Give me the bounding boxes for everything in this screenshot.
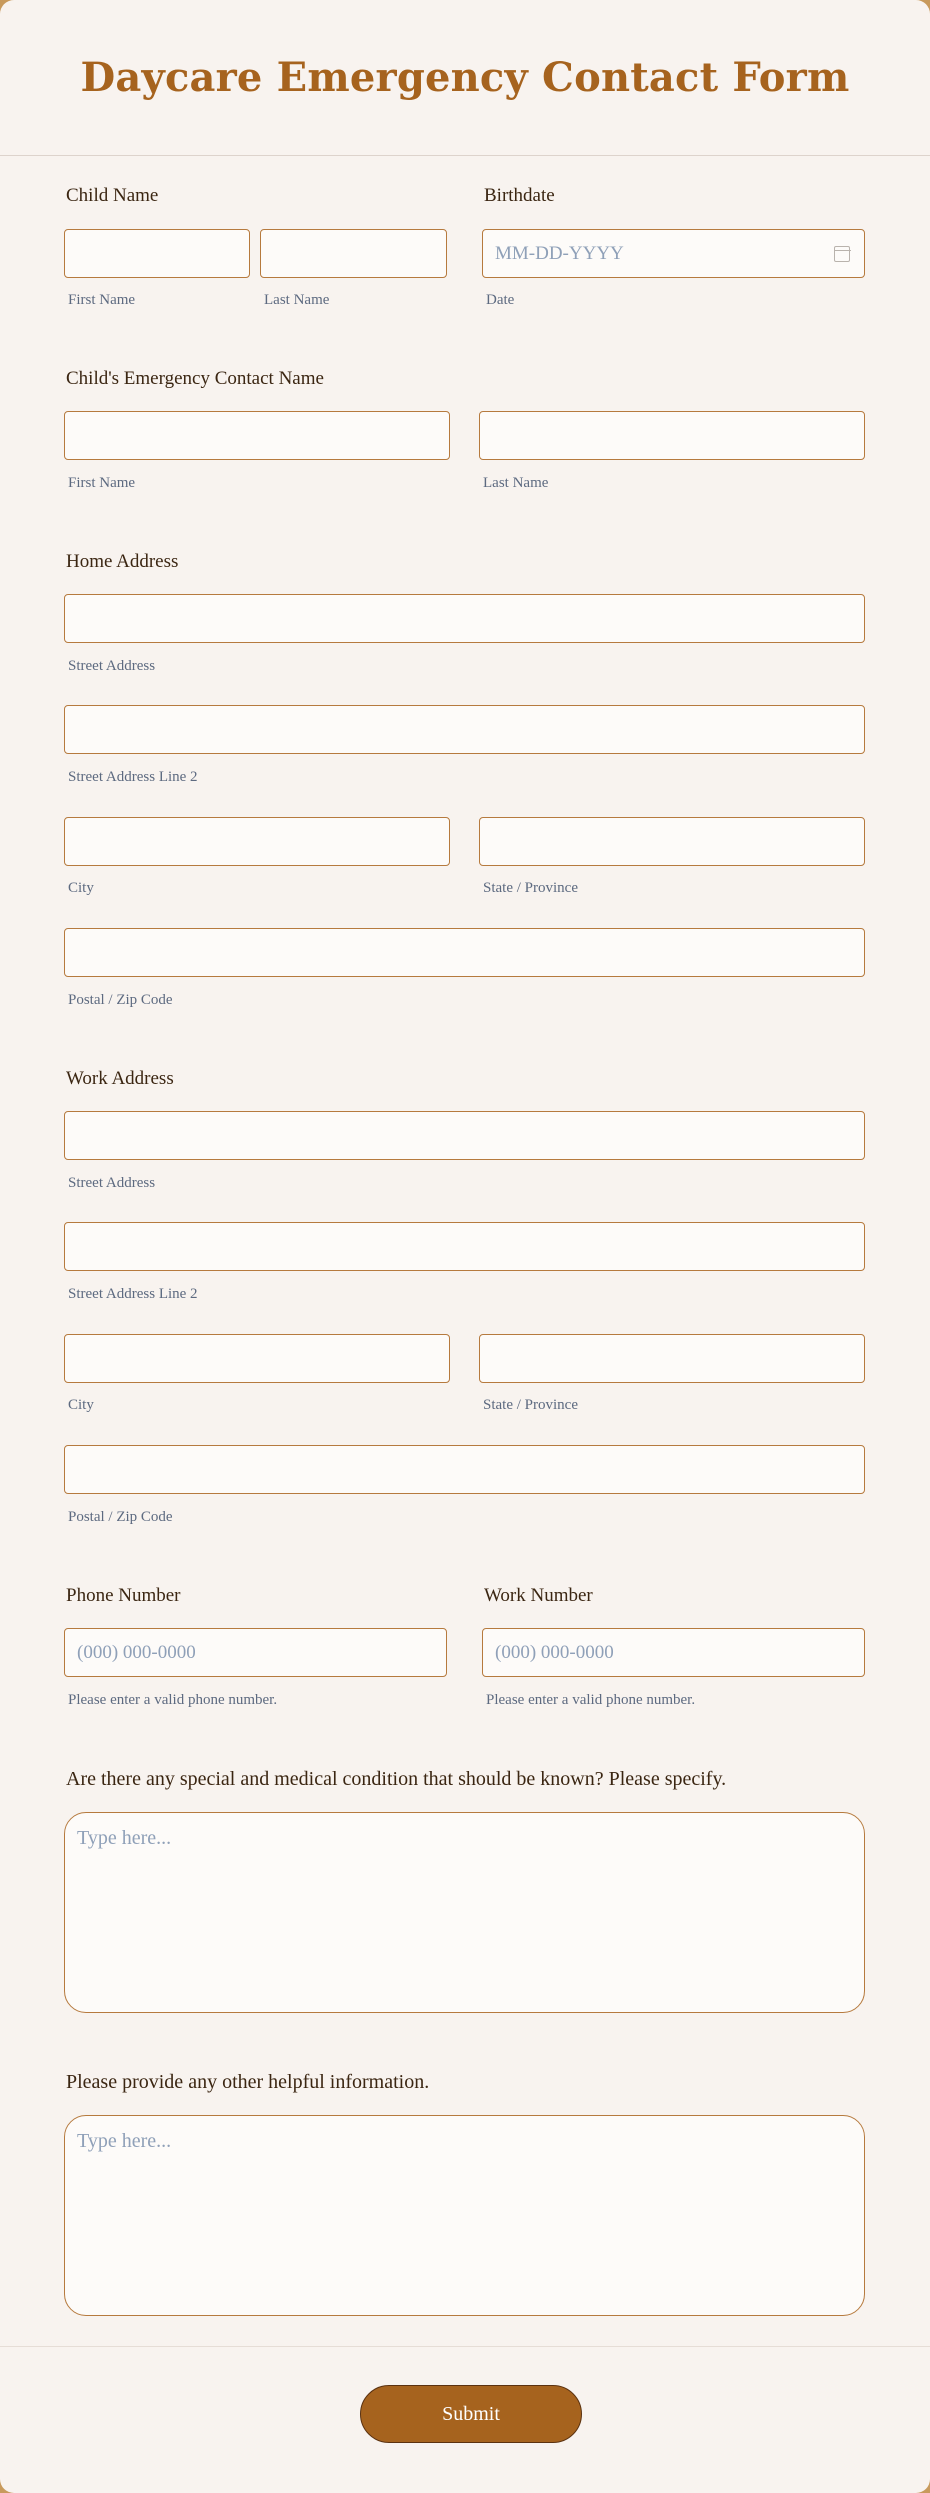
calendar-icon[interactable]: [834, 246, 850, 262]
home-city-input[interactable]: [64, 817, 450, 866]
emergency-first-name-sublabel: First Name: [68, 475, 136, 491]
work-state-input[interactable]: [479, 1334, 865, 1383]
work-number-input[interactable]: [482, 1628, 865, 1677]
work-address-label: Work Address: [66, 1068, 174, 1089]
medical-condition-textarea[interactable]: [64, 1812, 865, 2013]
phone-number-sublabel: Please enter a valid phone number.: [68, 1692, 278, 1708]
form-title: Daycare Emergency Contact Form: [80, 54, 850, 101]
home-street2-sublabel: Street Address Line 2: [68, 769, 198, 785]
work-state-sublabel: State / Province: [483, 1397, 578, 1413]
work-street-input[interactable]: [64, 1111, 865, 1160]
phone-number-label: Phone Number: [66, 1585, 181, 1606]
home-zip-sublabel: Postal / Zip Code: [68, 992, 173, 1008]
emergency-last-name-sublabel: Last Name: [483, 475, 549, 491]
medical-condition-label: Are there any special and medical condition that should be known? Please specify.: [66, 1768, 727, 1790]
work-zip-sublabel: Postal / Zip Code: [68, 1509, 173, 1525]
work-number-label: Work Number: [484, 1585, 593, 1606]
work-zip-input[interactable]: [64, 1445, 865, 1494]
child-name-label: Child Name: [66, 185, 159, 206]
child-first-name-input[interactable]: [64, 229, 250, 278]
home-state-input[interactable]: [479, 817, 865, 866]
home-street2-input[interactable]: [64, 705, 865, 754]
home-address-label: Home Address: [66, 551, 179, 572]
birthdate-sublabel: Date: [486, 292, 515, 308]
form-header: [0, 0, 930, 156]
work-number-sublabel: Please enter a valid phone number.: [486, 1692, 696, 1708]
emergency-contact-label: Child's Emergency Contact Name: [66, 368, 324, 389]
birthdate-label: Birthdate: [484, 185, 555, 206]
child-last-name-input[interactable]: [260, 229, 447, 278]
home-state-sublabel: State / Province: [483, 880, 578, 896]
child-last-name-sublabel: Last Name: [264, 292, 330, 308]
child-first-name-sublabel: First Name: [68, 292, 136, 308]
emergency-last-name-input[interactable]: [479, 411, 865, 460]
home-street-input[interactable]: [64, 594, 865, 643]
work-street-sublabel: Street Address: [68, 1175, 156, 1191]
work-city-input[interactable]: [64, 1334, 450, 1383]
emergency-first-name-input[interactable]: [64, 411, 450, 460]
work-street2-sublabel: Street Address Line 2: [68, 1286, 198, 1302]
birthdate-input[interactable]: [482, 229, 865, 278]
work-city-sublabel: City: [68, 1397, 94, 1413]
work-street2-input[interactable]: [64, 1222, 865, 1271]
home-city-sublabel: City: [68, 880, 94, 896]
phone-number-input[interactable]: [64, 1628, 447, 1677]
home-street-sublabel: Street Address: [68, 658, 156, 674]
footer-divider: [0, 2346, 930, 2347]
other-info-label: Please provide any other helpful information.: [66, 2071, 430, 2093]
other-info-textarea[interactable]: [64, 2115, 865, 2316]
home-zip-input[interactable]: [64, 928, 865, 977]
submit-button[interactable]: Submit: [360, 2385, 582, 2443]
